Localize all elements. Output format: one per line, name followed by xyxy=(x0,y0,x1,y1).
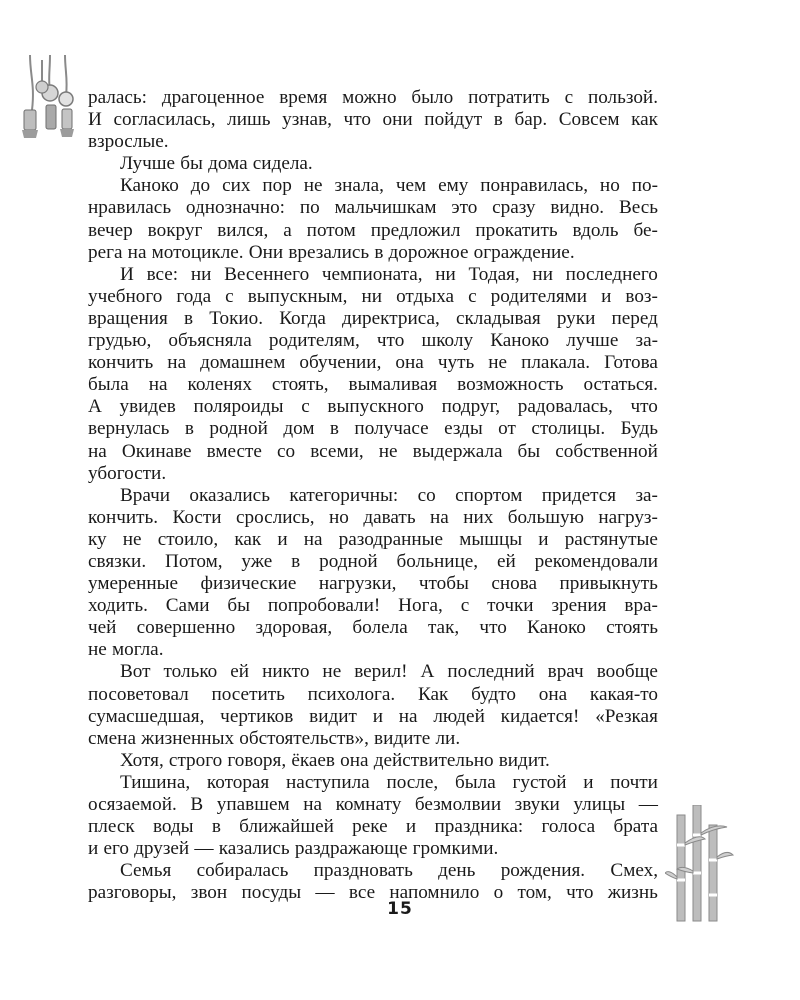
text-line: грудью, объясняла родителям, что школу Каноко лучше за- xyxy=(88,330,658,352)
text-line: кончить. Кости срослись, но давать на них большую нагруз- xyxy=(88,506,658,528)
text-line: Семья собиралась праздновать день рождения. Смех, xyxy=(120,860,658,882)
text-line: ходить. Сами бы попробовали! Нога, с точки зрения вра- xyxy=(88,595,658,617)
text-line: ку не стоило, как и на разодранные мышцы и растянутые xyxy=(88,528,658,550)
body-text xyxy=(88,87,658,904)
text-line: кончить на домашнем обучении, она чуть не плакала. Готова xyxy=(88,352,658,374)
text-line: разговоры, звон посуды — все напомнило о том, что жизнь xyxy=(88,882,658,904)
text-line: Тишина, которая наступила после, была густой и почти xyxy=(120,771,658,793)
text-line: ралась: драгоценное время можно было потратить с пользой. xyxy=(88,87,658,108)
text-line: Вот только ей никто не верил! А последний врач вообще xyxy=(120,661,658,683)
text-line: посоветовал посетить психолога. Как будто она какая-то xyxy=(88,683,658,705)
text-line: И согласилась, лишь узнав, что они пойдут в бар. Совсем как xyxy=(88,109,658,131)
text-line: Лучше бы дома сидела. xyxy=(120,153,313,175)
text-line: Врачи оказались категоричны: со спортом придется за- xyxy=(120,484,658,506)
text-line: на Окинаве вместе со всеми, не выдержала бы собственной xyxy=(88,440,658,462)
text-line: умеренные физические нагрузки, чтобы снова привыкнуть xyxy=(88,573,658,595)
text-line: вечер вокруг вился, а потом предложил прокатить вдоль бе- xyxy=(88,219,658,241)
text-line: И все: ни Весеннего чемпионата, ни Тодая, ни последнего xyxy=(120,263,658,285)
text-line: была на коленях стоять, вымаливая возможность остаться. xyxy=(88,374,658,396)
text-line: нравилась однозначно: по мальчишкам это сразу видно. Весь xyxy=(88,197,658,219)
text-line: взрослые. xyxy=(88,131,169,153)
text-line: вернулась в родной дом в получасе езды от столицы. Будь xyxy=(88,418,658,440)
text-line: А увидев поляроиды с выпускного подруг, радовалась, что xyxy=(88,396,658,418)
text-line: Каноко до сих пор не знала, чем ему понравилась, но по- xyxy=(120,175,658,197)
bamboo-ornament-icon xyxy=(665,805,735,923)
text-line: убогости. xyxy=(88,462,167,484)
text-line: вращения в Токио. Когда директриса, складывая руки перед xyxy=(88,307,658,329)
text-line: сумасшедшая, чертиков видит и на людей кидается! «Резкая xyxy=(88,705,658,727)
text-line: учебного года с выпускным, ни отдыха с родителями и воз- xyxy=(88,285,658,307)
text-line: смена жизненных обстоятельств», видите ли. xyxy=(88,727,461,749)
text-line: связки. Потом, уже в родной больнице, ей рекомендовали xyxy=(88,550,658,572)
text-line: Хотя, строго говоря, ёкаев она действительно видит. xyxy=(120,749,550,771)
text-line: осязаемой. В упавшем на комнату безмолвии звуки улицы — xyxy=(88,794,658,815)
text-line: плеск воды в ближайшей реке и праздника: голоса брата xyxy=(88,816,658,838)
hanging-charms-ornament-icon xyxy=(10,55,90,145)
text-line: не могла. xyxy=(88,639,164,661)
text-line: и его друзей — казались раздражающе громкими. xyxy=(88,838,499,860)
page-number: 15 xyxy=(387,899,413,919)
text-line: чей совершенно здоровая, болела так, что Каноко стоять xyxy=(88,617,658,639)
text-line: рега на мотоцикле. Они врезались в дорожное ограждение. xyxy=(88,241,575,263)
